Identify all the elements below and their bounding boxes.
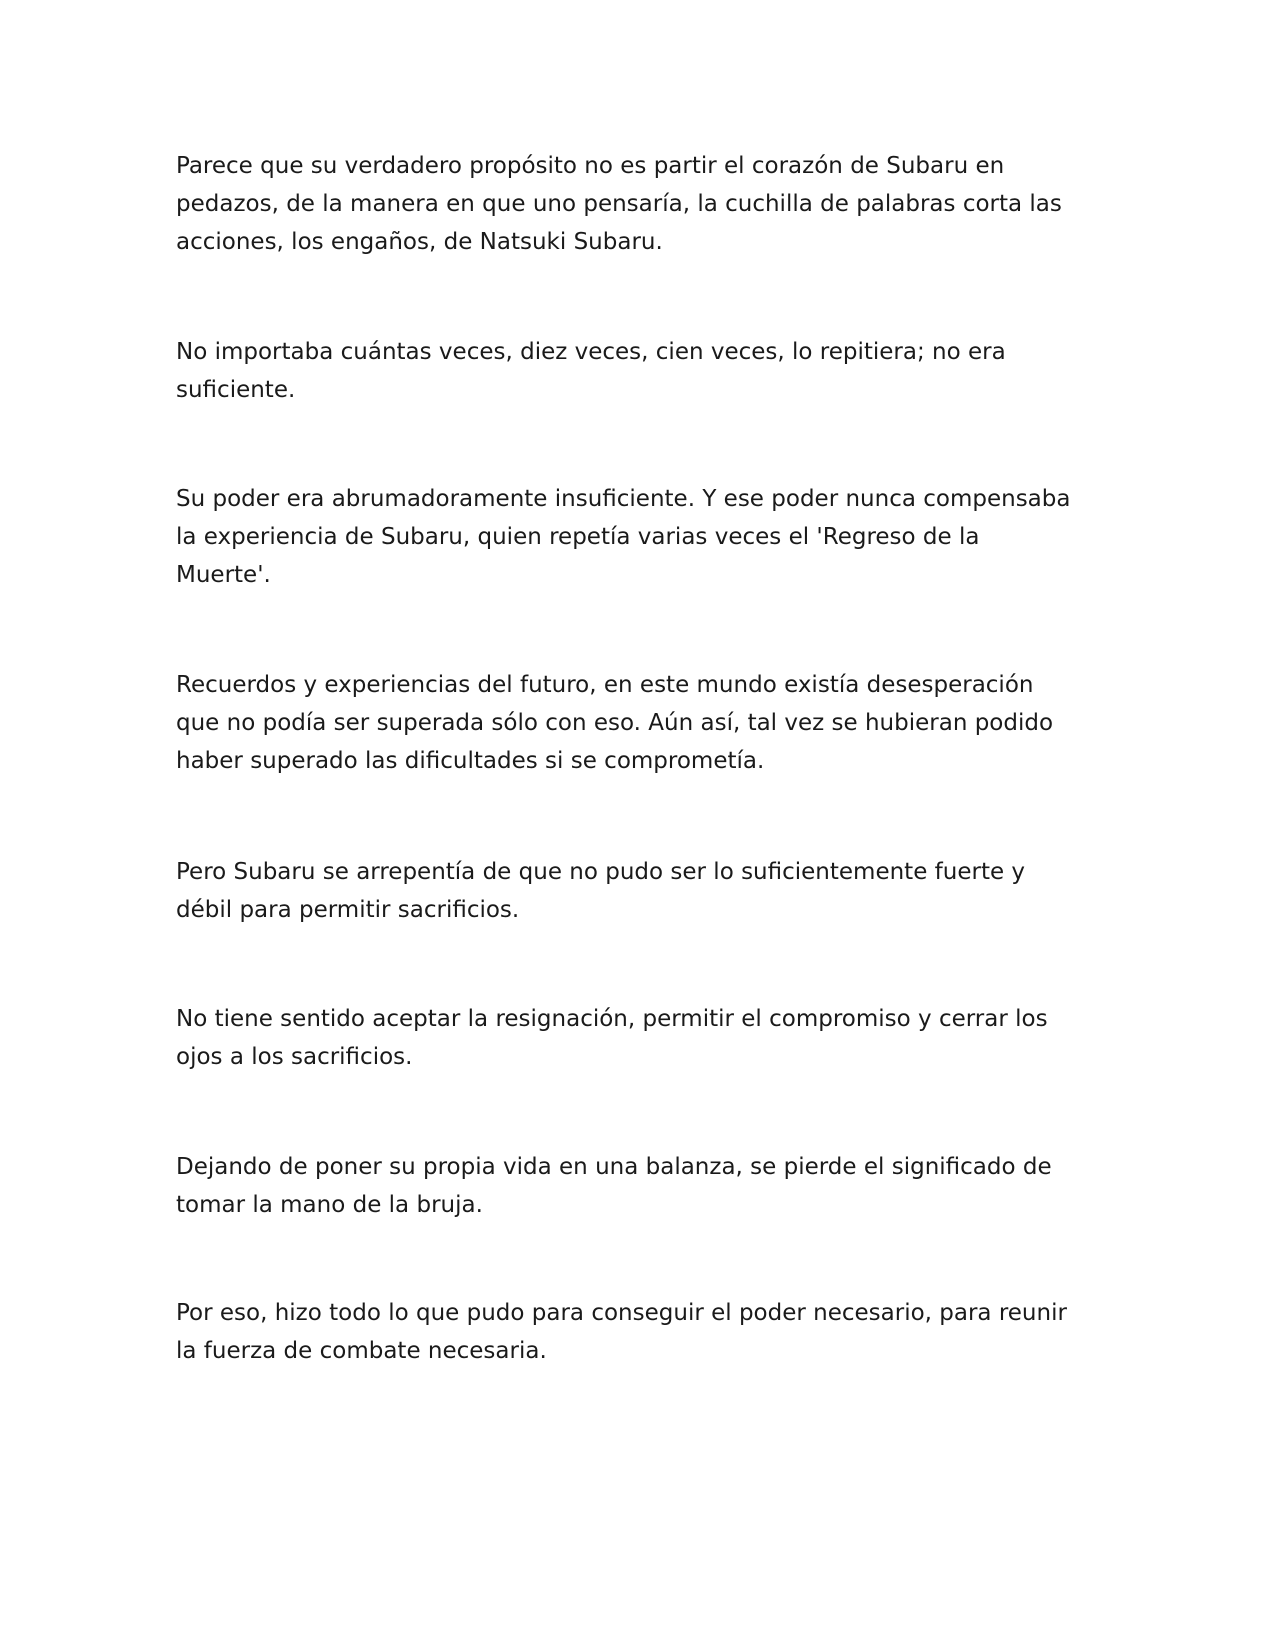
paragraph-line: la experiencia de Subaru, quien repetía varias veces el 'Regreso de la [176,524,980,550]
paragraph-line: acciones, los engaños, de Natsuki Subaru. [176,229,663,255]
paragraph-5 [176,853,1096,929]
paragraph-line: la fuerza de combate necesaria. [176,1338,547,1364]
paragraph-1 [176,147,1096,261]
paragraph-line: ojos a los sacrificios. [176,1044,413,1070]
paragraph-6 [176,1000,1096,1076]
paragraph-line: Pero Subaru se arrepentía de que no pudo ser lo suficientemente fuerte y [176,859,1026,885]
paragraph-line: pedazos, de la manera en que uno pensaría, la cuchilla de palabras corta las [176,191,1062,217]
paragraph-3 [176,480,1096,594]
paragraph-line: que no podía ser superada sólo con eso. Aún así, tal vez se hubieran podido [176,710,1054,736]
paragraph-line: tomar la mano de la bruja. [176,1192,483,1218]
paragraph-line: débil para permitir sacrificios. [176,897,520,923]
paragraph-7 [176,1148,1096,1224]
paragraph-line: No tiene sentido aceptar la resignación, permitir el compromiso y cerrar los [176,1006,1048,1032]
paragraph-line: Dejando de poner su propia vida en una balanza, se pierde el significado de [176,1154,1052,1180]
paragraph-line: Por eso, hizo todo lo que pudo para conseguir el poder necesario, para reunir [176,1300,1067,1326]
paragraph-line: Recuerdos y experiencias del futuro, en este mundo existía desesperación [176,672,1034,698]
paragraph-line: haber superado las dificultades si se comprometía. [176,748,765,774]
paragraph-line: suficiente. [176,377,296,403]
paragraph-line: No importaba cuántas veces, diez veces, cien veces, lo repitiera; no era [176,339,1006,365]
paragraph-line: Muerte'. [176,562,271,588]
paragraph-line: Parece que su verdadero propósito no es partir el corazón de Subaru en [176,153,1005,179]
paragraph-8 [176,1294,1096,1370]
paragraph-4 [176,666,1096,780]
paragraph-2 [176,333,1096,409]
paragraph-line: Su poder era abrumadoramente insuficiente. Y ese poder nunca compensaba [176,486,1071,512]
